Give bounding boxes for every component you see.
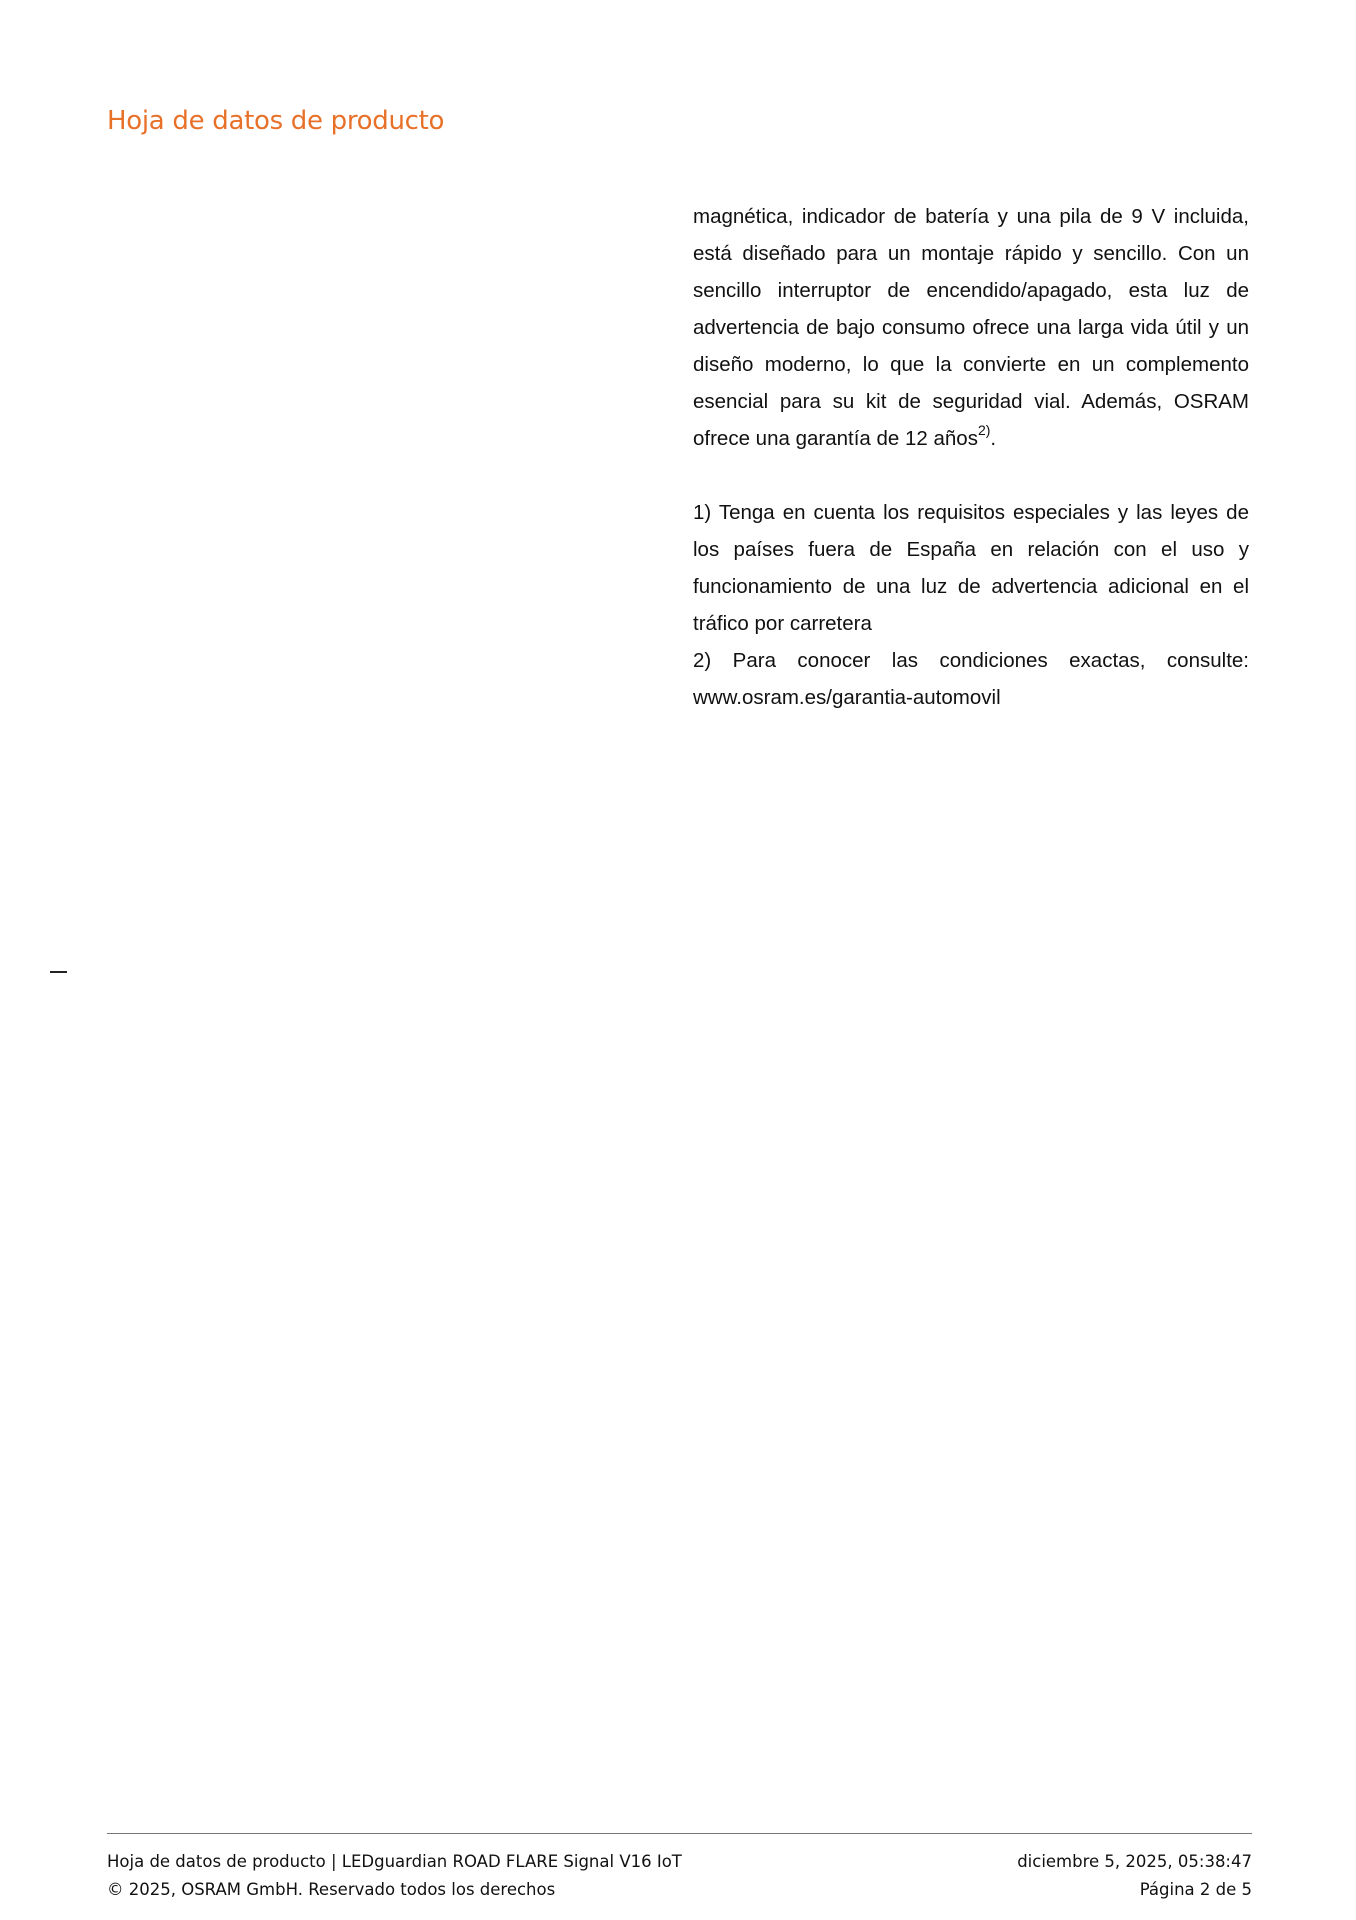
footer-copyright: © 2025, OSRAM GmbH. Reservado todos los derechos (107, 1880, 556, 1899)
footer-divider (107, 1833, 1252, 1834)
footnote-2: 2) Para conocer las condiciones exactas, consulte: www.osram.es/garantia-automovil (693, 649, 1249, 709)
footer-row-top (107, 1848, 1252, 1876)
page-title: Hoja de datos de producto (107, 106, 445, 136)
footnote-1: 1) Tenga en cuenta los requisitos especiales y las leyes de los países fuera de España en relación con el uso y funcionamiento de una luz de advertencia adicional en el tráfico por carretera (693, 501, 1249, 635)
description-end: . (990, 427, 997, 450)
description-paragraph (693, 198, 1249, 457)
footer-row-bottom (107, 1876, 1252, 1904)
page-footer (107, 1848, 1252, 1904)
description-text: magnética, indicador de batería y una pila de 9 V incluida, está diseñado para un montaje rápido y sencillo. Con un sencillo interruptor de encendido/apagado, esta luz de advertencia de bajo consumo ofrece una larga vida útil y un diseño moderno, lo que la convierte en un complemento esencial para su kit de seguridad vial. Además, OSRAM ofrece una garantía de 12 años (693, 205, 1249, 450)
margin-dash (50, 971, 67, 973)
footer-timestamp: diciembre 5, 2025, 05:38:47 (1017, 1852, 1252, 1871)
footer-page-number: Página 2 de 5 (1139, 1880, 1252, 1899)
product-description (693, 198, 1249, 716)
footnote-ref-2: 2) (977, 422, 991, 439)
footer-document-line: Hoja de datos de producto | LEDguardian ROAD FLARE Signal V16 IoT (107, 1852, 682, 1871)
